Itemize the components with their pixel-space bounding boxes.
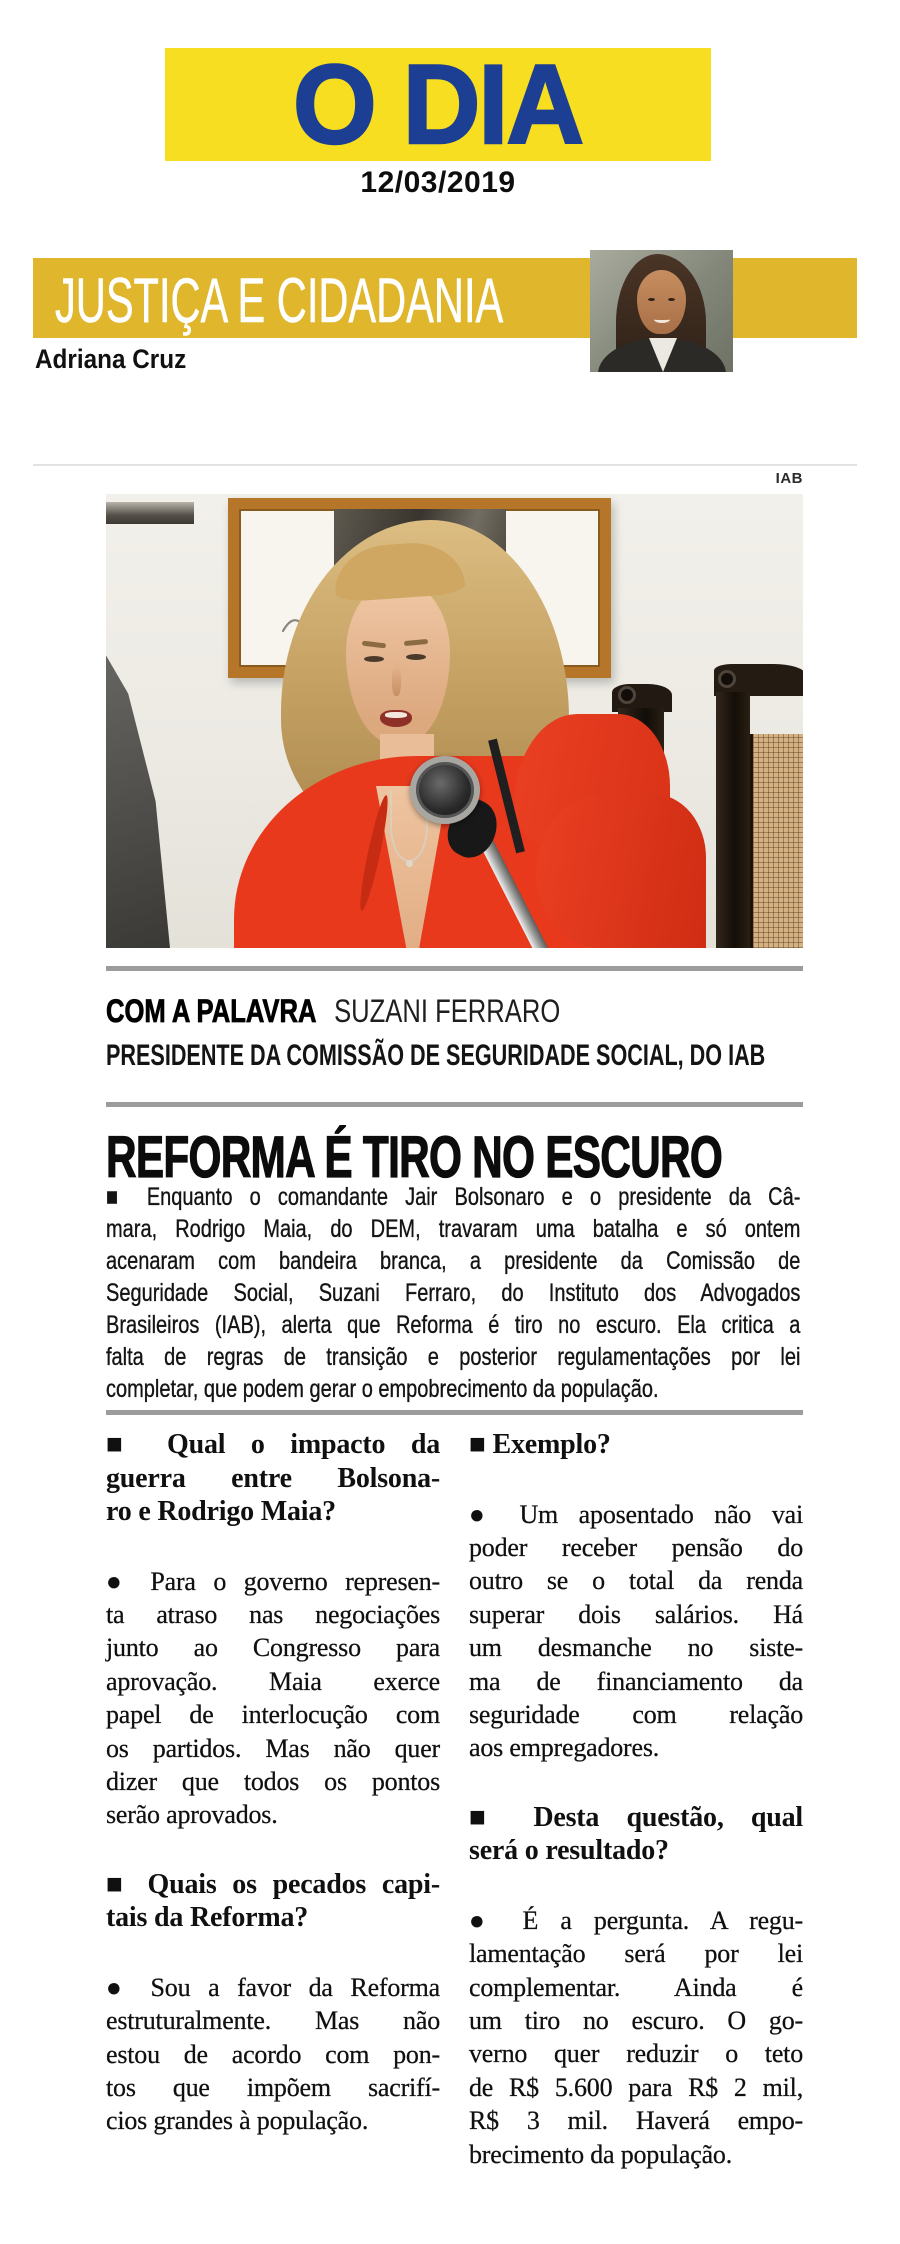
- masthead-logo-box: [165, 41, 711, 167]
- text-line: aprovação. Maia exerce: [106, 1666, 440, 1696]
- text-line: dizer que todos os pontos: [106, 1766, 440, 1796]
- caption-kicker: COM A PALAVRA: [106, 993, 317, 1029]
- text-line: ta atraso nas negociações: [106, 1599, 440, 1629]
- article-headline: REFORMA É TIRO NO ESCURO: [106, 1125, 723, 1190]
- text-line: um tiro no escuro. O go-: [469, 2005, 803, 2035]
- column-banner: [33, 258, 857, 338]
- text-line: ● Um aposentado não vai: [469, 1499, 803, 1529]
- text-line: completar, que podem gerar o empobrecimento da população.: [106, 1375, 659, 1403]
- text-line: superar dois salários. Há: [469, 1599, 803, 1629]
- text-line: um desmanche no siste-: [469, 1633, 803, 1663]
- text-line: os partidos. Mas não quer: [106, 1733, 440, 1763]
- speaker-teeth: [385, 712, 407, 718]
- article-lead-text: [106, 1181, 800, 1405]
- qa-column-left: [106, 1428, 440, 2174]
- text-line: de R$ 5.600 para R$ 2 mil,: [469, 2072, 803, 2102]
- columnist-eye: [668, 298, 675, 301]
- text-line: junto ao Congresso para: [106, 1633, 440, 1663]
- chair-volute: [618, 686, 636, 704]
- text-line: complementar. Ainda é: [469, 1972, 803, 2002]
- speaker-eye: [364, 656, 384, 662]
- text-line: guerra entre Bolsona-: [106, 1462, 440, 1494]
- chair-volute: [718, 670, 736, 688]
- caption-role: PRESIDENTE DA COMISSÃO DE SEGURIDADE SOCIAL, DO IAB: [106, 1039, 766, 1072]
- text-line: brecimento da população.: [469, 2139, 733, 2169]
- speaker-nose: [392, 666, 401, 696]
- text-line: cios grandes à população.: [106, 2106, 369, 2136]
- text-line: ● É a pergunta. A regu-: [469, 1905, 803, 1935]
- headline-top-rule: [106, 1102, 803, 1107]
- text-line: ■ Desta questão, qual: [469, 1801, 803, 1833]
- text-line: outro se o total da renda: [469, 1566, 803, 1596]
- text-line: ■ Quais os pecados capi-: [106, 1868, 440, 1900]
- necklace-pendant: [406, 860, 413, 867]
- person-shoulder-left: [106, 622, 170, 948]
- text-line: Seguridade Social, Suzani Ferraro, do Instituto dos Advogados: [106, 1279, 801, 1307]
- text-line: Brasileiros (IAB), alerta que Reforma é tiro no escuro. Ela critica a: [106, 1311, 801, 1339]
- microphone-icon: [410, 756, 480, 824]
- text-line: ● Para o governo represen-: [106, 1566, 440, 1596]
- interview-question: [106, 1868, 440, 1935]
- columnist-photo: [590, 250, 733, 372]
- interview-question: [469, 1801, 803, 1868]
- text-line: verno quer reduzir o teto: [469, 2039, 803, 2069]
- photo-credit: IAB: [775, 470, 803, 487]
- article-photo: [106, 494, 803, 948]
- text-line: acenaram com bandeira branca, a presidente da Comissão de: [106, 1247, 801, 1275]
- caption-line: [106, 993, 560, 1030]
- text-line: papel de interlocução com: [106, 1700, 440, 1730]
- column-title: JUSTIÇA E CIDADANIA: [55, 266, 504, 336]
- caption-top-rule: [106, 966, 803, 971]
- chair-rail: [716, 692, 750, 948]
- columnist-eye: [648, 298, 655, 301]
- interview-answer: [106, 1565, 440, 1832]
- text-line: ■ Enquanto o comandante Jair Bolsonaro e o presidente da Câ-: [106, 1183, 801, 1211]
- text-line: ■ Exemplo?: [469, 1429, 611, 1460]
- text-line: ro e Rodrigo Maia?: [106, 1496, 336, 1527]
- article-lead: [106, 1181, 800, 1405]
- issue-date: 12/03/2019: [360, 166, 516, 199]
- text-line: seguridade com relação: [469, 1699, 803, 1729]
- columnist-face: [637, 270, 686, 334]
- interview-answer: [469, 1904, 803, 2171]
- interview-answer: [106, 1971, 440, 2138]
- speaker-eye: [406, 654, 426, 660]
- qa-top-rule: [106, 1410, 803, 1415]
- cane-chair-panel: [750, 734, 803, 948]
- columnist-smile: [654, 316, 670, 323]
- text-line: ● Sou a favor da Reforma: [106, 1972, 440, 2002]
- text-line: poder receber pensão do: [469, 1532, 803, 1562]
- text-line: tos que impõem sacrifí-: [106, 2072, 440, 2102]
- text-line: ma de financiamento da: [469, 1666, 803, 1696]
- wall-frame-edge: [106, 502, 194, 524]
- text-line: estruturalmente. Mas não: [106, 2006, 440, 2036]
- caption-speaker: SUZANI FERRARO: [334, 993, 561, 1029]
- interview-question: [469, 1428, 803, 1462]
- interview-answer: [469, 1498, 803, 1765]
- text-line: falta de regras de transição e posterior regulamentações por lei: [106, 1343, 801, 1371]
- text-line: R$ 3 mil. Haverá empo-: [469, 2106, 803, 2136]
- text-line: será o resultado?: [469, 1835, 669, 1867]
- text-line: ■ Qual o impacto da: [106, 1429, 440, 1460]
- text-line: aos empregadores.: [469, 1733, 660, 1763]
- columnist-name: Adriana Cruz: [35, 344, 187, 374]
- interview-question: [106, 1428, 440, 1529]
- text-line: lamentação será por lei: [469, 1939, 803, 1969]
- top-divider: [33, 464, 857, 466]
- text-line: estou de acordo com pon-: [106, 2039, 440, 2069]
- text-line: serão aprovados.: [106, 1800, 278, 1830]
- text-line: tais da Reforma?: [106, 1902, 309, 1934]
- qa-column-right: [469, 1428, 803, 2207]
- red-blazer-arm: [536, 794, 706, 948]
- text-line: mara, Rodrigo Maia, do DEM, travaram uma batalha e só ontem: [106, 1215, 801, 1243]
- masthead-logo-text: O DIA: [293, 41, 583, 167]
